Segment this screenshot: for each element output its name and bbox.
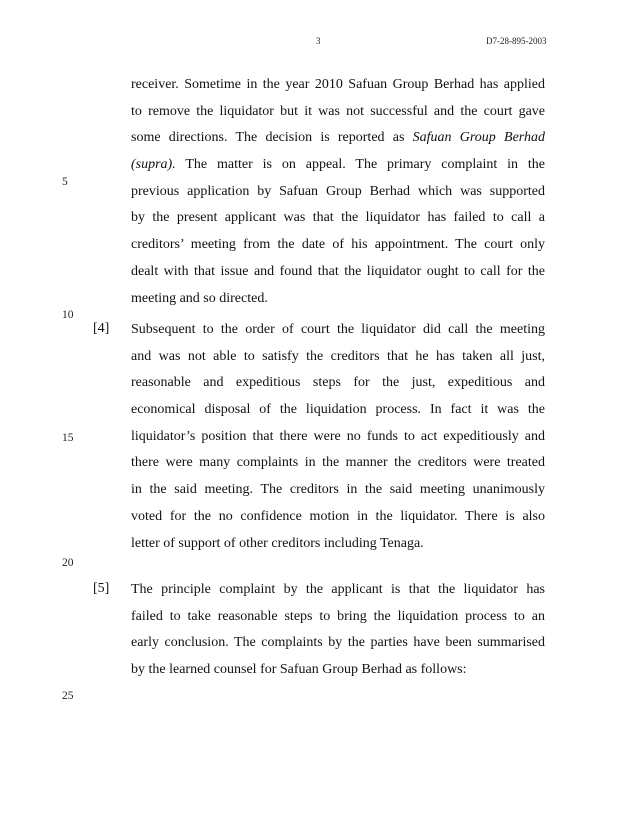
line-number: 25 [62,690,74,702]
paragraph-continuation [131,72,545,312]
text-line: Subsequent to the order of court the liquidator did call the meeting [131,322,545,337]
line-number: 5 [62,176,68,188]
text-line: letter of support of other creditors including Tenaga. [131,535,424,551]
text-line: reasonable and expeditious steps for the just, expeditious and [131,375,545,391]
text-line: (supra). The matter is on appeal. The primary complaint in the [131,157,545,173]
paragraph-5 [131,577,545,684]
supra-reference: (supra). [131,157,176,173]
text-line: in the said meeting. The creditors in the said meeting unanimously [131,482,545,498]
case-number: D7-28-895-2003 [486,36,547,46]
paragraph-4 [131,317,545,557]
text-line: there were many complaints in the manner the creditors were treated [131,455,545,471]
text-line: early conclusion. The complaints by the parties have been summarised [131,635,545,651]
text-line: voted for the no confidence motion in the liquidator. There is also [131,508,545,524]
line-number: 10 [62,309,74,321]
text-line: dealt with that issue and found that the liquidator ought to call for the [131,263,545,279]
text-line: meeting and so directed. [131,290,268,306]
text-line: liquidator’s position that there were no funds to act expeditiously and [131,428,545,444]
text-line: to remove the liquidator but it was not successful and the court gave [131,103,545,119]
line-number: 20 [62,557,74,569]
paragraph-number: [4] [93,321,110,336]
text-line: some directions. The decision is reported as Safuan Group Berhad [131,130,545,146]
text-line: receiver. Sometime in the year 2010 Safuan Group Berhad has applied [131,77,545,92]
case-citation: Safuan Group Berhad [412,130,545,146]
page-number: 3 [316,36,321,46]
text-line: economical disposal of the liquidation process. In fact it was the [131,402,545,418]
line-number: 15 [62,432,74,444]
paragraph-number: [5] [93,581,110,596]
text-line: and was not able to satisfy the creditors that he has taken all just, [131,348,545,364]
text-line: creditors’ meeting from the date of his appointment. The court only [131,237,545,253]
text-line: by the learned counsel for Safuan Group Berhad as follows: [131,662,467,678]
text-line: previous application by Safuan Group Berhad which was supported [131,183,545,199]
text-line: by the present applicant was that the liquidator has failed to call a [131,210,545,226]
text-line: The principle complaint by the applicant is that the liquidator has [131,582,545,597]
text-line: failed to take reasonable steps to bring the liquidation process to an [131,608,545,624]
